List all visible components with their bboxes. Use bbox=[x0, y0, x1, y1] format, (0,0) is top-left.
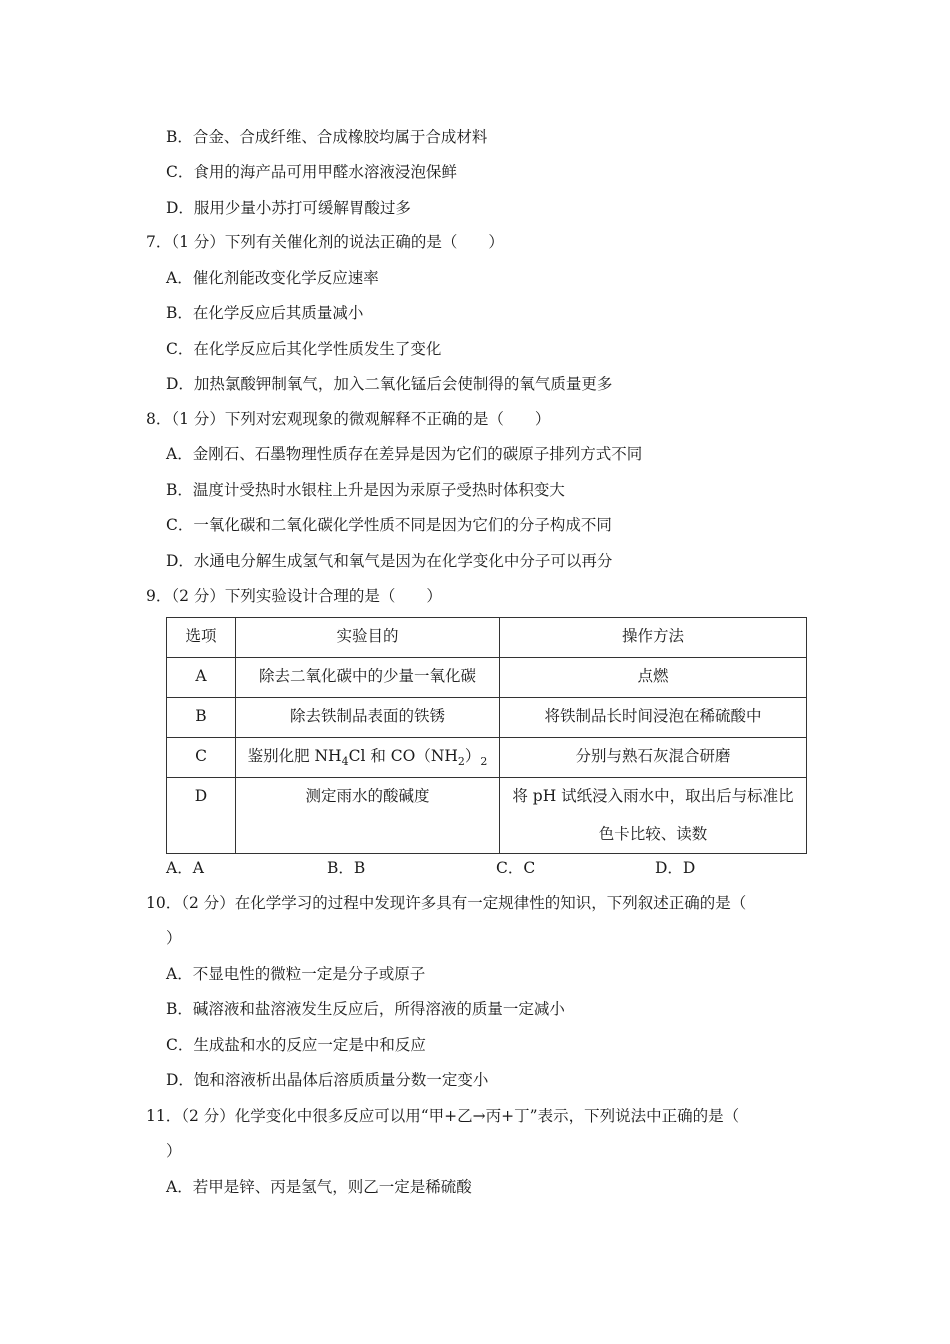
row-d-method bbox=[500, 778, 806, 844]
row-d-method-line2: 色卡比较、读数 bbox=[598, 825, 708, 843]
table-header-row bbox=[167, 618, 807, 658]
q6-option-d: D．服用少量小苏打可缓解胃酸过多 bbox=[166, 199, 411, 217]
q8-option-a: A．金刚石、石墨物理性质存在差异是因为它们的碳原子排列方式不同 bbox=[166, 445, 643, 463]
row-d-method-line1: 将 pH 试纸浸入雨水中，取出后与标准比 bbox=[512, 787, 794, 805]
q6-option-b: B．合金、合成纤维、合成橡胶均属于合成材料 bbox=[166, 128, 488, 146]
q7-option-a: A．催化剂能改变化学反应速率 bbox=[166, 269, 379, 287]
subscript: 2 bbox=[457, 755, 465, 768]
q7-stem: 7．（1 分）下列有关催化剂的说法正确的是（ ） bbox=[146, 233, 504, 251]
row-a-method: 点燃 bbox=[637, 667, 669, 685]
row-d-purpose: 测定雨水的酸碱度 bbox=[305, 787, 430, 805]
row-b-option: B bbox=[195, 707, 207, 725]
q10-option-c: C．生成盐和水的反应一定是中和反应 bbox=[166, 1036, 426, 1054]
row-b-purpose: 除去铁制品表面的铁锈 bbox=[289, 707, 445, 725]
q7-option-c: C．在化学反应后其化学性质发生了变化 bbox=[166, 340, 442, 358]
experiment-table bbox=[166, 617, 807, 854]
table-row bbox=[167, 778, 807, 854]
q11-stem: 11．（2 分）化学变化中很多反应可以用“甲+乙→丙+丁”表示，下列说法中正确的是（ bbox=[146, 1107, 740, 1125]
q9-option-a: A．A bbox=[166, 859, 204, 877]
row-d-option: D bbox=[194, 787, 208, 805]
q8-option-c: C．一氧化碳和二氧化碳化学性质不同是因为它们的分子构成不同 bbox=[166, 516, 612, 534]
q8-option-d: D．水通电分解生成氢气和氧气是因为在化学变化中分子可以再分 bbox=[166, 552, 613, 570]
header-option: 选项 bbox=[185, 627, 217, 645]
subscript: 2 bbox=[480, 755, 488, 768]
row-c-purpose bbox=[236, 738, 499, 768]
q11-option-a: A．若甲是锌、丙是氢气，则乙一定是稀硫酸 bbox=[166, 1178, 472, 1196]
q10-option-d: D．饱和溶液析出晶体后溶质质量分数一定变小 bbox=[166, 1071, 489, 1089]
table-row bbox=[167, 698, 807, 738]
q8-option-b: B．温度计受热时水银柱上升是因为汞原子受热时体积变大 bbox=[166, 481, 565, 499]
q9-option-c: C．C bbox=[496, 859, 536, 877]
row-a-purpose: 除去二氧化碳中的少量一氧化碳 bbox=[258, 667, 476, 685]
q8-stem: 8．（1 分）下列对宏观现象的微观解释不正确的是（ ） bbox=[146, 410, 551, 428]
q10-stem-continued: ） bbox=[166, 929, 182, 947]
q10-stem: 10．（2 分）在化学学习的过程中发现许多具有一定规律性的知识，下列叙述正确的是（ bbox=[146, 894, 747, 912]
q7-option-d: D．加热氯酸钾制氧气，加入二氧化锰后会使制得的氧气质量更多 bbox=[166, 375, 613, 393]
header-purpose: 实验目的 bbox=[336, 627, 399, 645]
q9-option-b: B．B bbox=[327, 859, 366, 877]
q9-option-d: D．D bbox=[655, 859, 696, 877]
q10-option-b: B．碱溶液和盐溶液发生反应后，所得溶液的质量一定减小 bbox=[166, 1000, 565, 1018]
q9-stem: 9．（2 分）下列实验设计合理的是（ ） bbox=[146, 587, 442, 605]
q6-option-c: C．食用的海产品可用甲醛水溶液浸泡保鲜 bbox=[166, 163, 457, 181]
formula-text: ） bbox=[464, 747, 481, 765]
row-a-option: A bbox=[195, 667, 207, 685]
row-b-method: 将铁制品长时间浸泡在稀硫酸中 bbox=[544, 707, 762, 725]
header-method: 操作方法 bbox=[621, 627, 684, 645]
table-row bbox=[167, 658, 807, 698]
q10-option-a: A．不显电性的微粒一定是分子或原子 bbox=[166, 965, 426, 983]
subscript: 4 bbox=[341, 755, 349, 768]
formula-text: 鉴别化肥 NH bbox=[247, 747, 342, 765]
row-c-method: 分别与熟石灰混合研磨 bbox=[575, 747, 731, 765]
row-c-option: C bbox=[195, 747, 207, 765]
table-row bbox=[167, 738, 807, 778]
q11-stem-continued: ） bbox=[166, 1142, 182, 1160]
q7-option-b: B．在化学反应后其质量减小 bbox=[166, 304, 364, 322]
formula-text: Cl 和 CO（NH bbox=[348, 747, 458, 765]
